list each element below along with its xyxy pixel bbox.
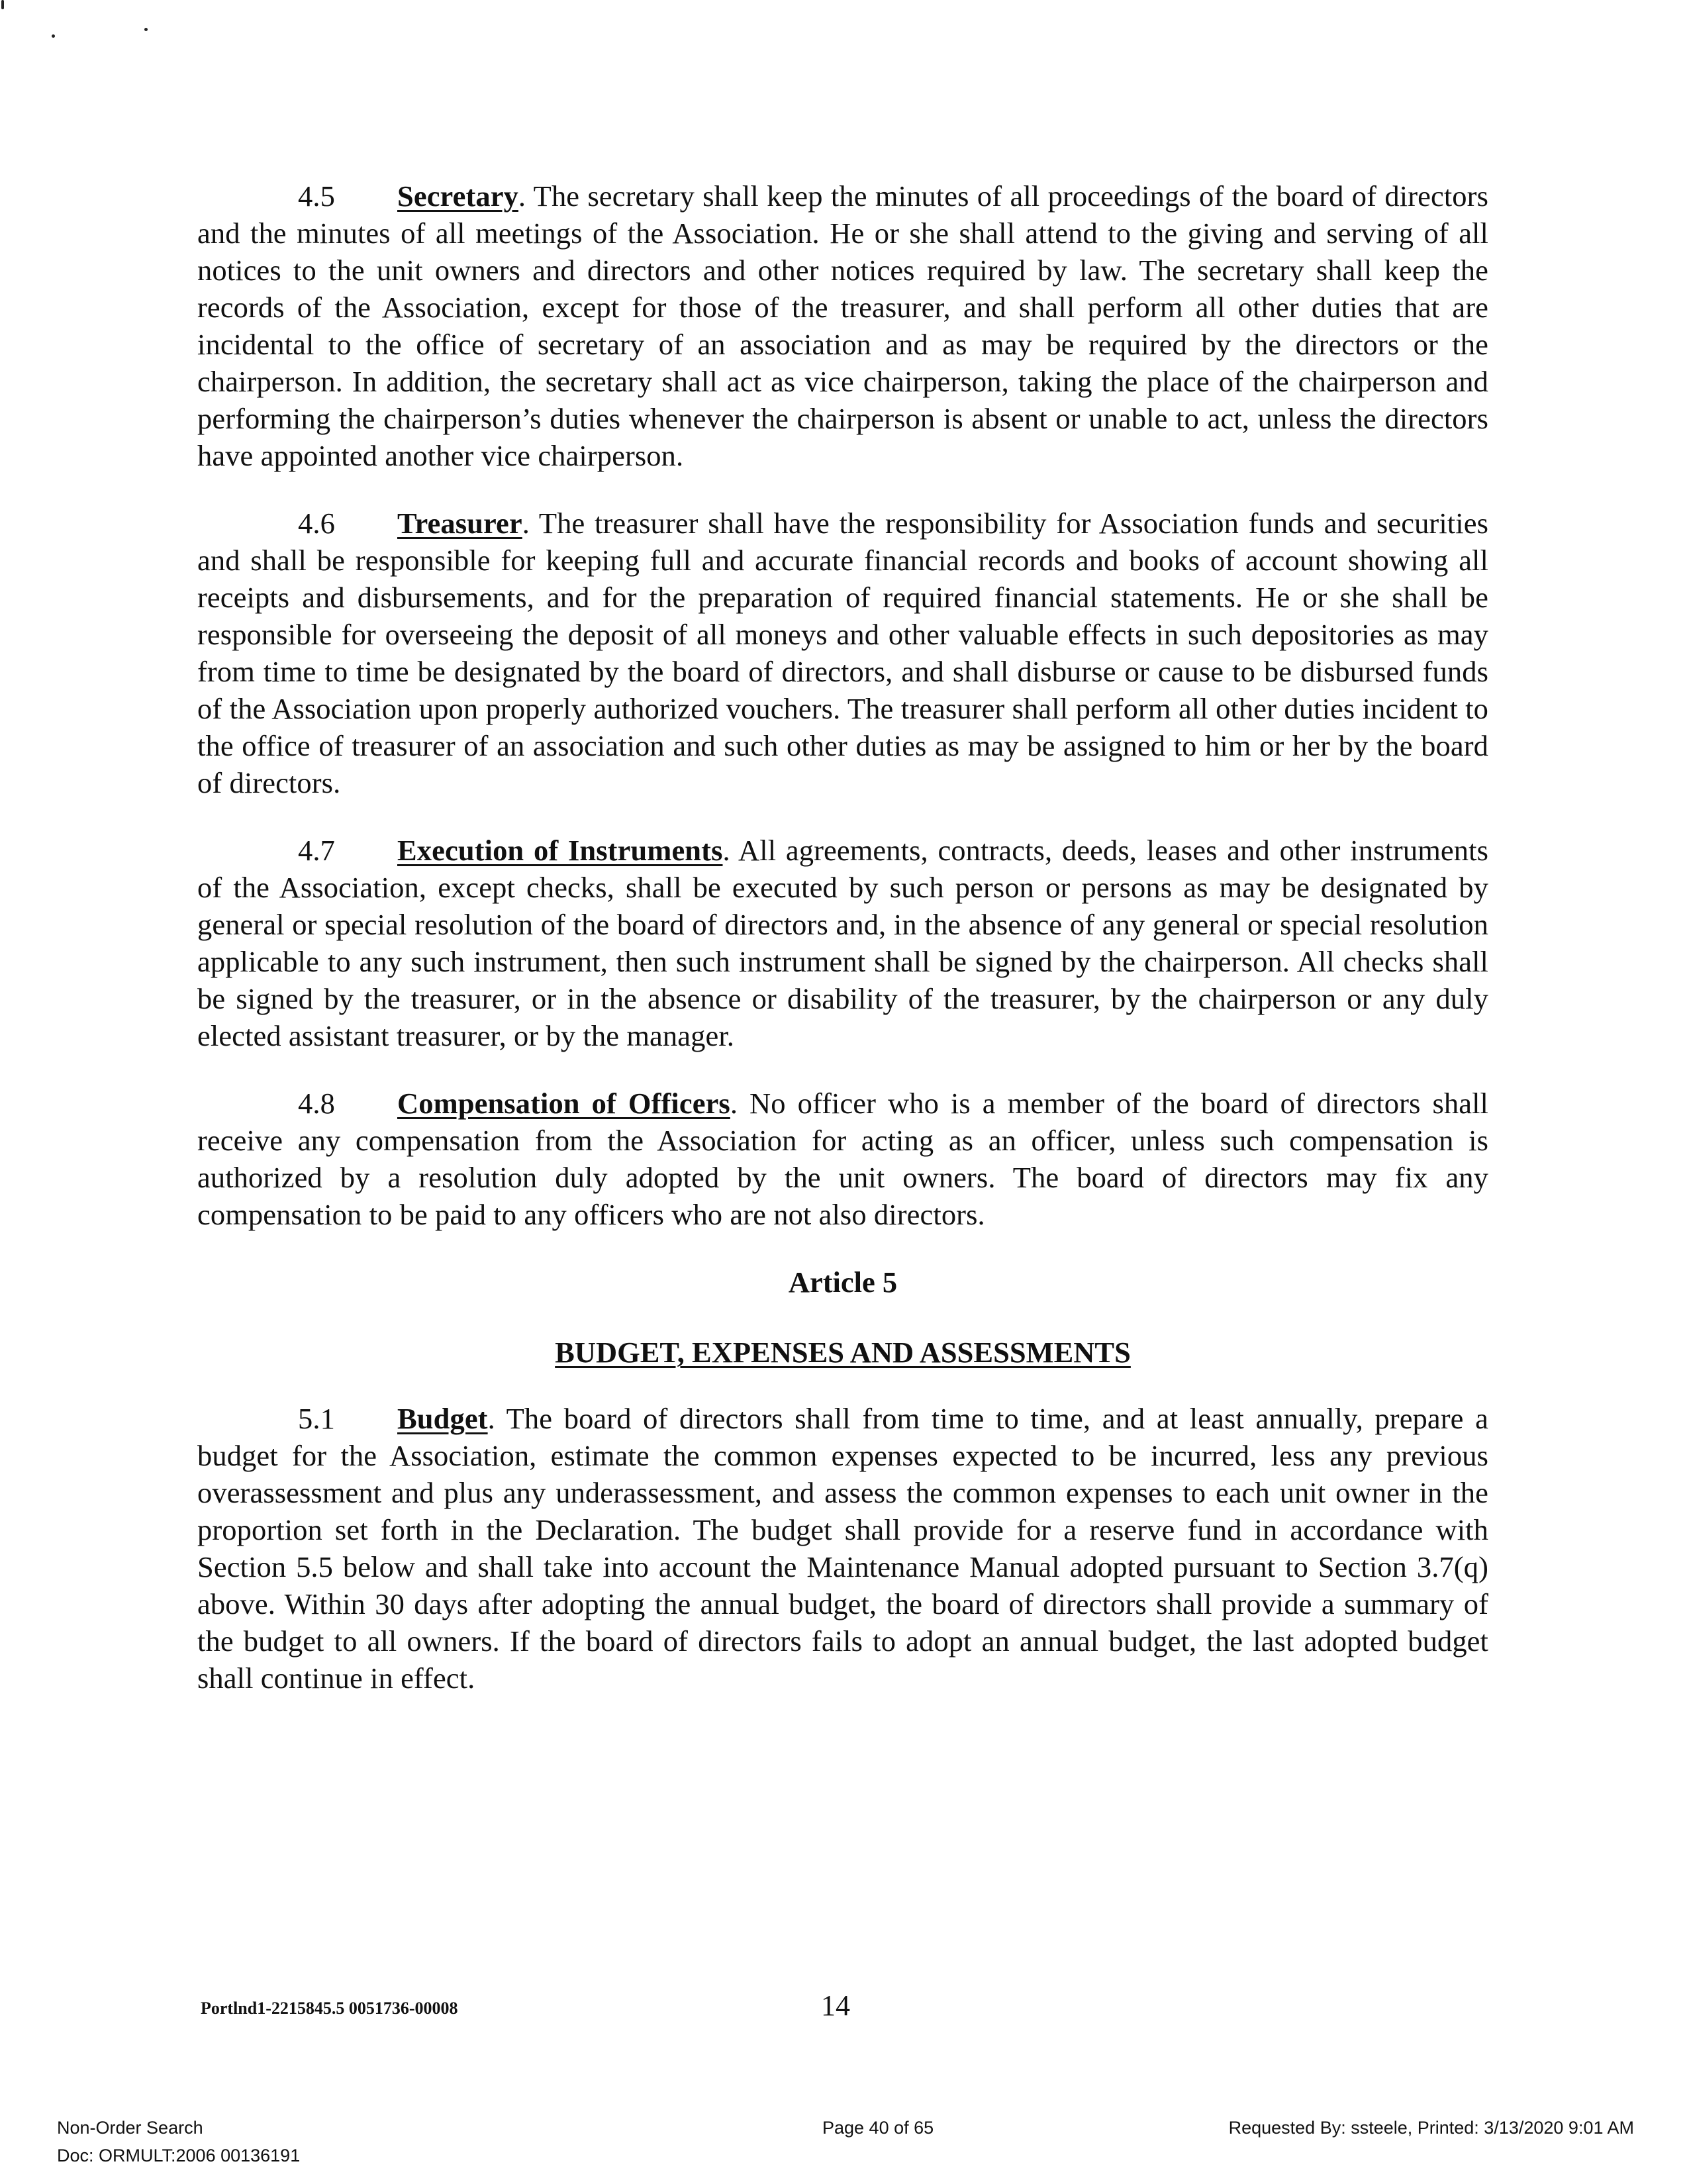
section-heading: Secretary	[397, 179, 518, 213]
section-4-5	[197, 177, 1488, 474]
section-number: 4.8	[298, 1087, 335, 1120]
section-4-8	[197, 1085, 1488, 1233]
page-number: 14	[821, 1989, 850, 2022]
scan-speck	[144, 28, 148, 31]
search-type-label: Non-Order Search	[57, 2118, 203, 2138]
section-text: . The secretary shall keep the minutes of all proceedings of the board of directors and the minutes of all meetings of the Association. He or she shall attend to the giving and serving of all notices to the unit owners and directors and other notices required by law. The secretary shall keep the records of the Association, except for those of the treasurer, and shall perform all other duties that are incidental to the office of secretary of an association and as may be required by the directors or the chairperson. In addition, the secretary shall act as vice chairperson, taking the place of the chairperson and performing the chairperson’s duties whenever the chairperson is absent or unable to act, unless the directors have appointed another vice chairperson.	[197, 179, 1488, 472]
document-body	[197, 177, 1488, 1727]
doc-reference: Doc: ORMULT:2006 00136191	[57, 2146, 301, 2165]
section-5-1	[197, 1400, 1488, 1697]
section-number: 4.7	[298, 834, 335, 867]
section-text: . The board of directors shall from time to time, and at least annually, prepare a budget for the Association, estimate the common expenses expected to be incurred, less any previous overassessment and plus any underassessment, and assess the common expenses to each unit owner in the proportion set forth in the Declaration. The budget shall provide for a reserve fund in accordance with Section 5.5 below and shall take into account the Maintenance Manual adopted pursuant to Section 3.7(q) above. Within 30 days after adopting the annual budget, the board of directors shall provide a summary of the budget to all owners. If the board of directors fails to adopt an annual budget, the last adopted budget shall continue in effect.	[197, 1402, 1488, 1695]
section-text: . No officer who is a member of the board of directors shall receive any compensation from the Association for acting as an officer, unless such compensation is authorized by a resolution duly adopted by the unit owners. The board of directors may fix any compensation to be paid to any officers who are not also directors.	[197, 1087, 1489, 1231]
footer-doc-id: Portlnd1-2215845.5 0051736-00008	[201, 1999, 458, 2018]
section-heading: Budget	[397, 1402, 488, 1435]
article-title: Article 5	[788, 1266, 898, 1299]
section-text: . The treasurer shall have the responsibility for Association funds and securities and shall be responsible for keeping full and accurate financial records and books of account showing all receipts and disbursements, and for the preparation of required financial statements. He or she shall be responsible for overseeing the deposit of all moneys and other valuable effects in such depositories as may from time to time be designated by the board of directors, and shall disburse or cause to be disbursed funds of the Association upon properly authorized vouchers. The treasurer shall perform all other duties incident to the office of treasurer of an association and such other duties as may be assigned to him or her by the board of directors.	[197, 507, 1488, 799]
scan-speck	[52, 34, 55, 38]
section-heading: Execution of Instruments	[397, 834, 723, 867]
section-4-7	[197, 832, 1488, 1054]
section-text: . All agreements, contracts, deeds, leases and other instruments of the Association, except checks, shall be executed by such person or persons as may be designated by general or special resolution of the board of directors and, in the absence of any general or special resolution applicable to any such instrument, then such instrument shall be signed by the chairperson. All checks shall be signed by the treasurer, or in the absence or disability of the treasurer, by the chairperson or any duly elected assistant treasurer, or by the manager.	[197, 834, 1488, 1052]
requested-by: Requested By: ssteele, Printed: 3/13/2020 9:01 AM	[1228, 2118, 1634, 2138]
scan-speck	[1, 0, 4, 9]
section-4-6	[197, 505, 1488, 801]
section-number: 4.6	[298, 507, 335, 540]
section-number: 5.1	[298, 1402, 335, 1435]
section-heading: Treasurer	[397, 507, 522, 540]
article-subtitle: BUDGET, EXPENSES AND ASSESSMENTS	[555, 1336, 1131, 1369]
section-number: 4.5	[298, 179, 335, 213]
section-heading: Compensation of Officers	[397, 1087, 730, 1120]
page-info: Page 40 of 65	[822, 2118, 934, 2138]
